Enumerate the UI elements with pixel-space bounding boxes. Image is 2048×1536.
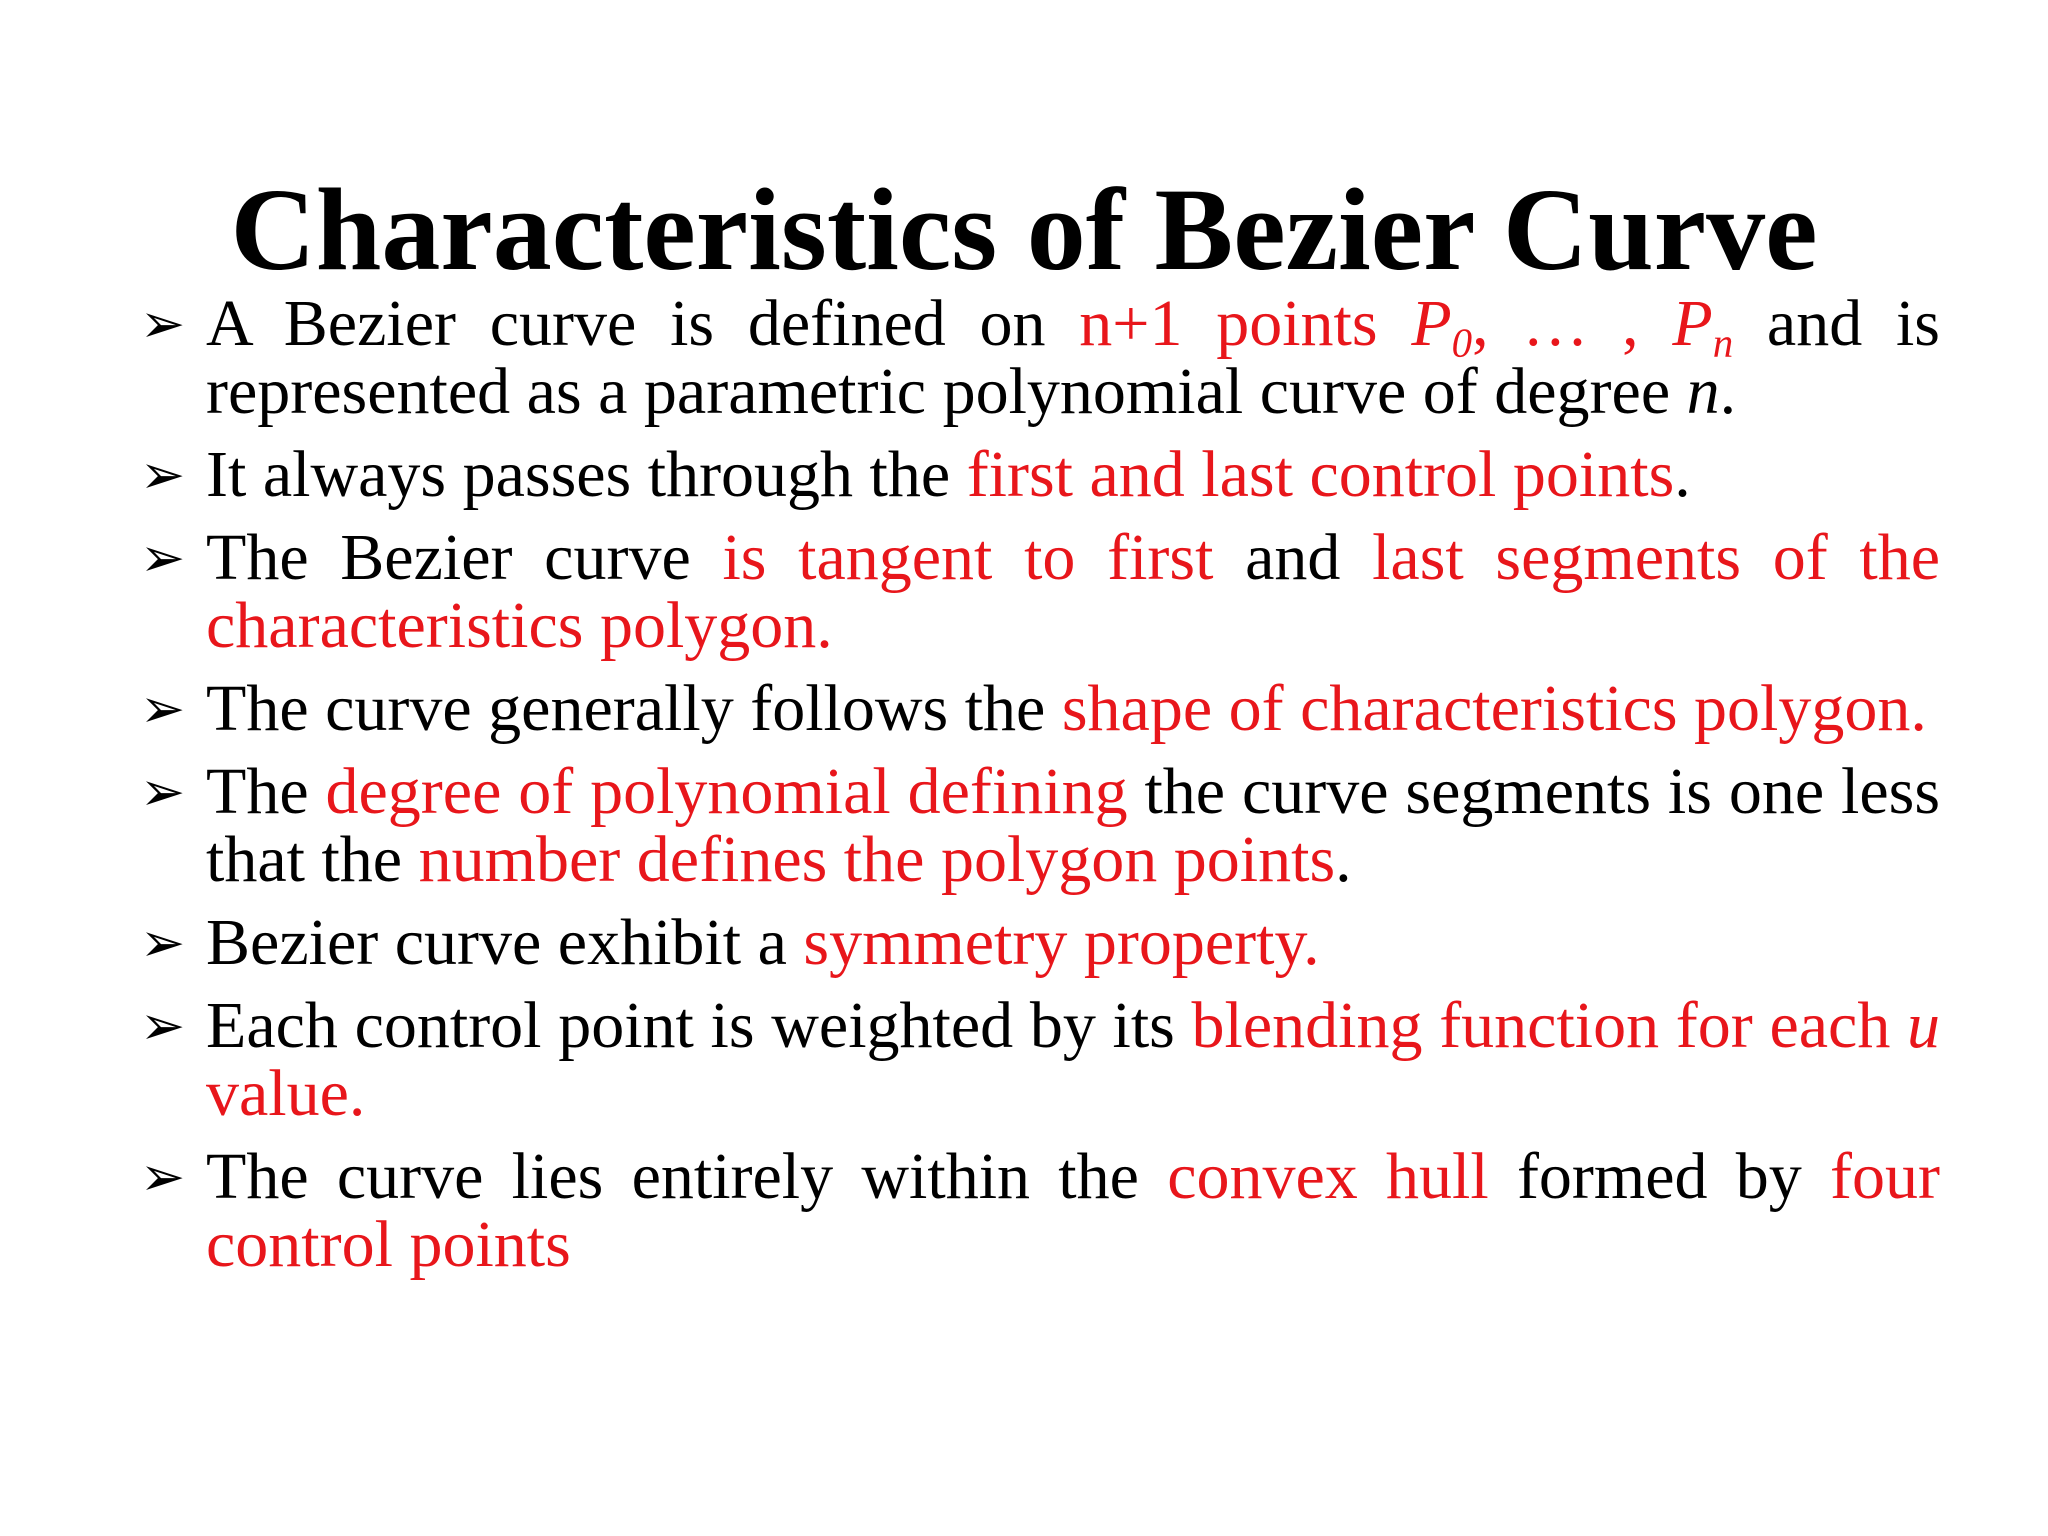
arrowhead-bullet-icon: ➢ bbox=[140, 677, 186, 740]
highlight-text: value. bbox=[206, 1057, 366, 1130]
arrowhead-bullet-icon: ➢ bbox=[140, 994, 186, 1057]
bullet-text: A Bezier curve is defined on bbox=[206, 287, 1080, 360]
bullet-item-degree bbox=[140, 755, 1940, 896]
bullet-text: . bbox=[1719, 355, 1737, 428]
bullet-text: formed by bbox=[1488, 1140, 1831, 1213]
highlight-text: shape of characteristics polygon. bbox=[1061, 672, 1927, 745]
arrowhead-bullet-icon: ➢ bbox=[140, 292, 186, 355]
math-u: u bbox=[1907, 989, 1940, 1062]
bullet-text: and bbox=[1213, 521, 1373, 594]
arrowhead-bullet-icon: ➢ bbox=[140, 911, 186, 974]
highlight-text: first and last control points bbox=[966, 438, 1675, 511]
bullet-item-symmetry bbox=[140, 906, 1940, 979]
highlight-text: is tangent to first bbox=[722, 521, 1214, 594]
arrowhead-bullet-icon: ➢ bbox=[140, 760, 186, 823]
arrowhead-bullet-icon: ➢ bbox=[140, 1145, 186, 1208]
math-pn: $P_n$ bbox=[1672, 287, 1734, 366]
bullet-text: The curve lies entirely within the bbox=[206, 1140, 1168, 1213]
bullet-text: The Bezier curve bbox=[206, 521, 723, 594]
bullet-text: The bbox=[206, 755, 326, 828]
bullet-item-endpoints bbox=[140, 438, 1940, 511]
bullet-text: Each control point is weighted by its bbox=[206, 989, 1192, 1062]
highlight-text: blending function for each bbox=[1191, 989, 1907, 1062]
highlight-text: n+1 points bbox=[1079, 287, 1412, 360]
math-ellipsis: , … , bbox=[1472, 287, 1673, 360]
bullet-list bbox=[140, 287, 1940, 1294]
arrowhead-bullet-icon: ➢ bbox=[140, 526, 186, 589]
bullet-item-convex-hull bbox=[140, 1140, 1940, 1281]
highlight-text: degree of polynomial defining bbox=[325, 755, 1128, 828]
slide-title: Characteristics of Bezier Curve bbox=[230, 164, 1818, 295]
bullet-text: The curve generally follows the bbox=[206, 672, 1062, 745]
bullet-item-tangent bbox=[140, 521, 1940, 662]
bullet-text: Bezier curve exhibit a bbox=[206, 906, 804, 979]
bullet-text: the curve segments is one less that the bbox=[206, 755, 1940, 896]
bullet-item-shape bbox=[140, 672, 1940, 745]
arrowhead-bullet-icon: ➢ bbox=[140, 443, 186, 506]
highlight-text: symmetry property. bbox=[803, 906, 1320, 979]
bullet-text: and is represented as a parametric polynomial curve of degree bbox=[206, 287, 1940, 428]
math-n: n bbox=[1686, 355, 1720, 428]
highlight-text: last segments of the characteristics polygon. bbox=[206, 521, 1940, 662]
math-p0: $P_0$ bbox=[1411, 287, 1473, 366]
highlight-text: convex hull bbox=[1167, 1140, 1489, 1213]
highlight-text: number defines the polygon points bbox=[418, 823, 1336, 896]
bullet-text: . bbox=[1335, 823, 1352, 896]
bullet-text: . bbox=[1674, 438, 1691, 511]
bullet-text: It always passes through the bbox=[206, 438, 967, 511]
highlight-text: four control points bbox=[206, 1140, 1940, 1281]
bullet-item-definition bbox=[140, 287, 1940, 428]
bullet-item-blending bbox=[140, 989, 1940, 1130]
